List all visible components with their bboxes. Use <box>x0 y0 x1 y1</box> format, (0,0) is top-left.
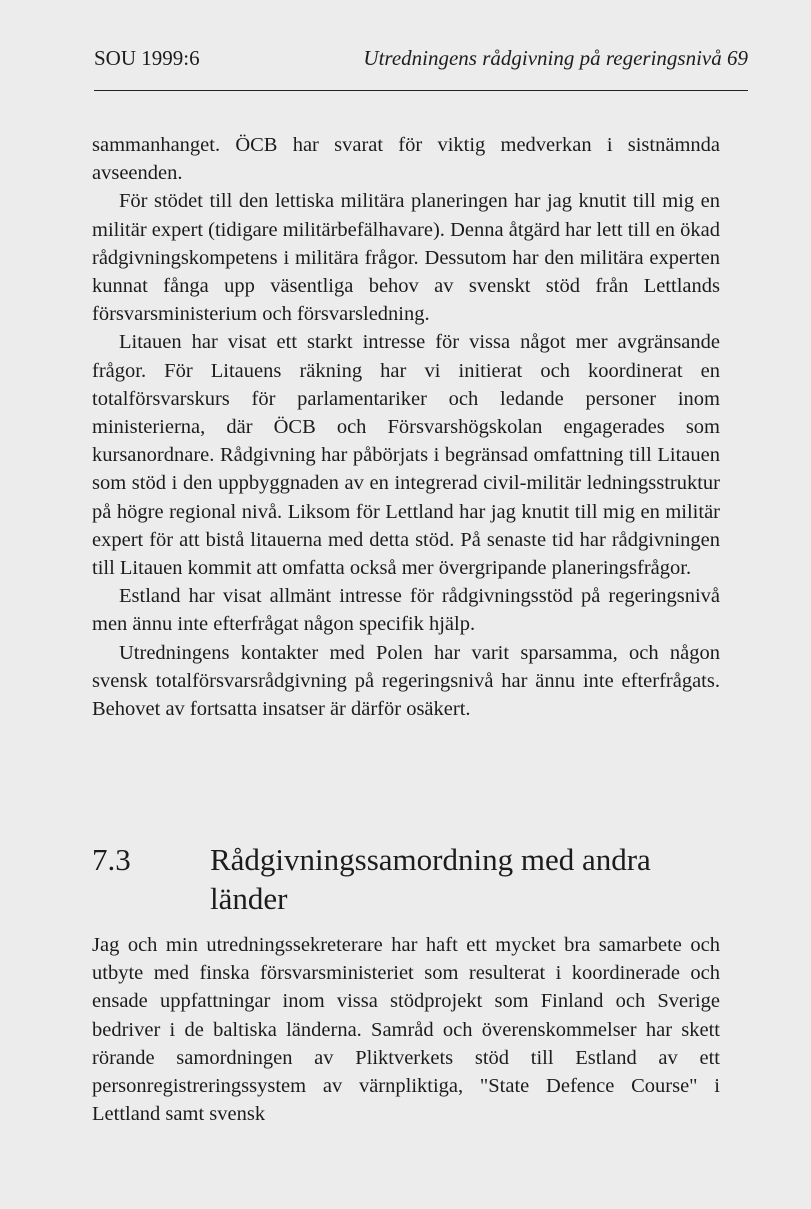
header-rule <box>94 90 748 91</box>
paragraph: För stödet till den lettiska militära planeringen har jag knutit till mig en militär expert (tidigare militärbefälhavare). Denna åtgärd har lett till en ökad rådgivningskompetens i militära frågor. Dessutom har den militära experten kunnat fånga upp väsentliga behov av svenskt stöd från Lettlands försvarsministerium och försvarsledning. <box>92 190 720 326</box>
section-body-text <box>92 931 720 1128</box>
paragraph: sammanhanget. ÖCB har svarat för viktig medverkan i sistnämnda avseenden. <box>92 134 720 185</box>
body-text-block <box>92 131 720 723</box>
paragraph: Jag och min utredningssekreterare har haft ett mycket bra samarbete och utbyte med finska försvarsministeriet som resulterat i koordinerade och ensade uppfattningar inom vissa stödprojekt som Finland och Sverige bedriver i de baltiska länderna. Samråd och överenskommelser har skett rörande samordningen av Pliktverkets stöd till Estland av ett personregistreringssystem av värnpliktiga, "State Defence Course" i Lettland samt svensk <box>92 934 720 1126</box>
section-title: Rådgivningssamordning med andra länder <box>210 842 651 916</box>
header-publication-ref: SOU 1999:6 <box>94 46 200 70</box>
section-number: 7.3 <box>92 842 131 877</box>
header-chapter-title: Utredningens rådgivning på regeringsnivå 69 <box>363 46 748 70</box>
paragraph: Estland har visat allmänt intresse för rådgivningsstöd på regeringsnivå men ännu inte efterfrågat någon specifik hjälp. <box>92 585 720 636</box>
paragraph: Litauen har visat ett starkt intresse för vissa något mer avgränsande frågor. För Litauens räkning har vi initierat och koordinerat en totalförsvarskurs för parlamentariker och ledande personer inom ministerierna, där ÖCB och Försvarshögskolan engagerades som kursanordnare. Rådgivning har påbörjats i begränsad omfattning till Litauen som stöd i den uppbyggnaden av en integrerad civil-militär ledningsstruktur på högre regional nivå. Liksom för Lettland har jag knutit till mig en militär expert för att bistå litauerna med detta stöd. På senaste tid har rådgivningen till Litauen kommit att omfatta också mer övergripande planeringsfrågor. <box>92 331 720 580</box>
paragraph: Utredningens kontakter med Polen har varit sparsamma, och någon svensk totalförsvarsrådgivning på regeringsnivå har ännu inte efterfrågats. Behovet av fortsatta insatser är därför osäkert. <box>92 641 720 721</box>
running-header <box>94 46 748 76</box>
